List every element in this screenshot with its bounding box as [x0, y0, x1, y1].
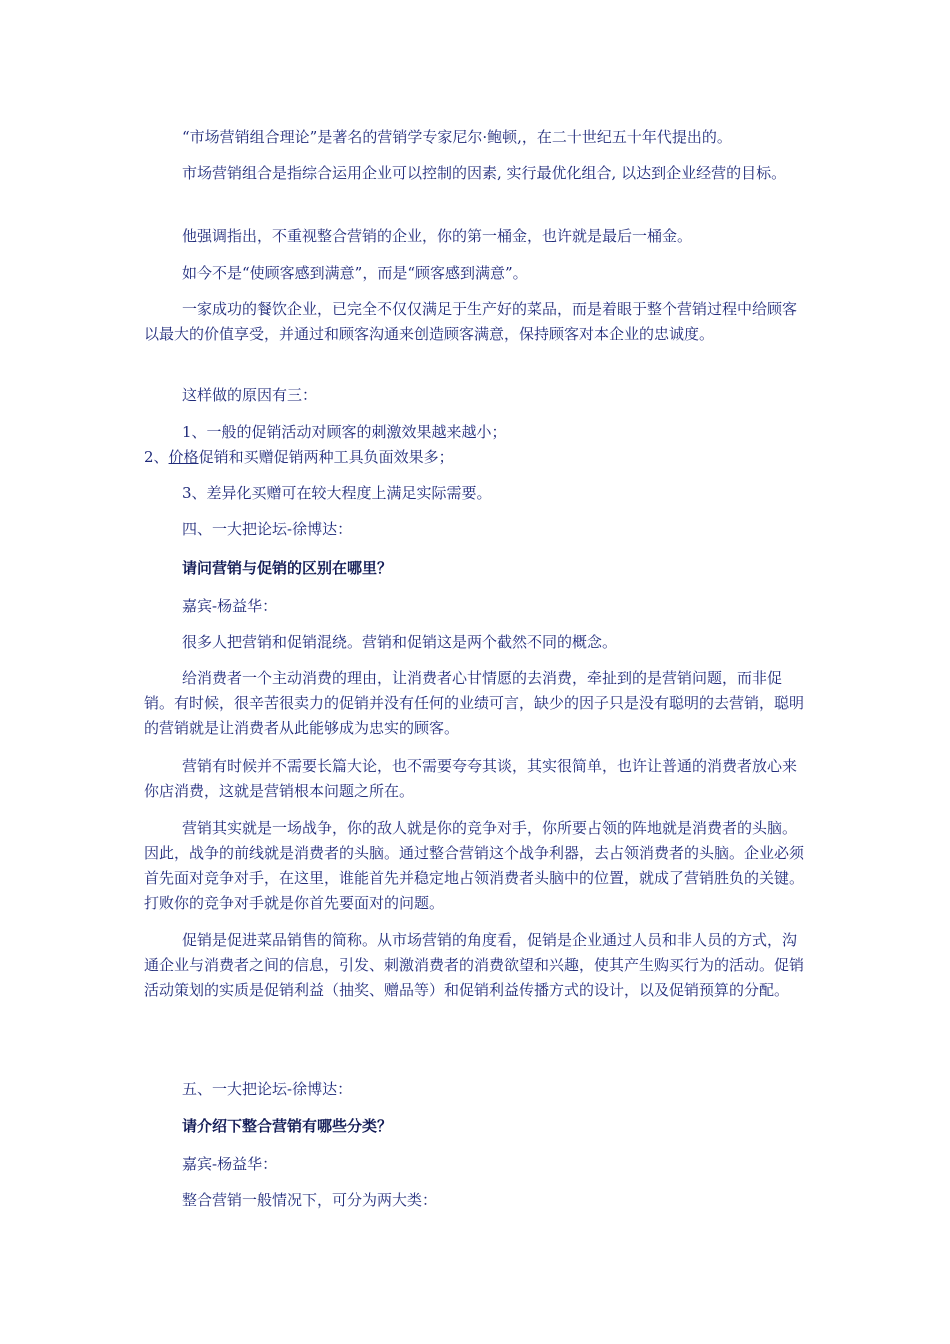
paragraph-satisfaction: 如今不是“使顾客感到满意”，而是“顾客感到满意”。	[182, 264, 528, 282]
paragraph-reasons-intro: 这样做的原因有三：	[182, 386, 318, 404]
reason-2-text: 促销和买赠促销两种工具负面效果多；	[198, 448, 454, 466]
question-marketing-vs-promotion: 请问营销与促销的区别在哪里？	[182, 559, 393, 577]
price-link[interactable]: 价格	[168, 448, 199, 466]
answer-simple-marketing: 营销有时候并不需要长篇大论，也不需要夸夸其谈，其实很简单，也许让普通的消费者放心来你店消费，这就是营销根本问题之所在。	[144, 757, 798, 800]
guest-name-2: 嘉宾-杨益华：	[182, 1155, 278, 1173]
reason-2-number: 2、	[144, 448, 169, 466]
answer-confusion: 很多人把营销和促销混绕。营销和促销这是两个截然不同的概念。	[182, 633, 618, 651]
paragraph-intro: “市场营销组合理论”是著名的营销学专家尼尔·鲍顿,，在二十世纪五十年代提出的。	[182, 128, 732, 146]
answer-promotion-definition: 促销是促进菜品销售的简称。从市场营销的角度看，促销是企业通过人员和非人员的方式，沟通企业与消费者之间的信息，引发、刺激消费者的消费欲望和兴趣，使其产生购买行为的活动。促销活动策划的实质是促销利益（抽奖、赠品等）和促销利益传播方式的设计，以及促销预算的分配。	[144, 931, 805, 999]
answer-marketing-war: 营销其实就是一场战争，你的敌人就是你的竞争对手，你所要占领的阵地就是消费者的头脑。因此，战争的前线就是消费者的头脑。通过整合营销这个战争利器，去占领消费者的头脑。企业必须首先面对竞争对手，在这里，谁能首先并稳定地占领消费者头脑中的位置，就成了营销胜负的关键。打败你的竞争对手就是你首先要面对的问题。	[144, 819, 805, 912]
answer-reason-to-consume: 给消费者一个主动消费的理由，让消费者心甘情愿的去消费，牵扯到的是营销问题，而非促销。有时候，很辛苦很卖力的促销并没有任何的业绩可言，缺少的因子只是没有聪明的去营销，聪明的营销就是让消费者从此能够成为忠实的顾客。	[144, 669, 805, 737]
paragraph-emphasis: 他强调指出，不重视整合营销的企业，你的第一桶金，也许就是最后一桶金。	[182, 227, 693, 245]
forum-question-heading-5: 五、一大把论坛-徐博达：	[182, 1080, 353, 1098]
list-item-reason-3: 3、差异化买赠可在较大程度上满足实际需要。	[182, 484, 492, 502]
paragraph-definition: 市场营销组合是指综合运用企业可以控制的因素, 实行最优化组合, 以达到企业经营的目标。	[182, 164, 787, 182]
forum-question-heading-4: 四、一大把论坛-徐博达：	[182, 520, 353, 538]
guest-name-1: 嘉宾-杨益华：	[182, 597, 278, 615]
list-item-reason-1: 1、一般的促销活动对顾客的刺激效果越来越小；	[182, 423, 507, 441]
paragraph-restaurant: 一家成功的餐饮企业，已完全不仅仅满足于生产好的菜品，而是着眼于整个营销过程中给顾客以最大的价值享受，并通过和顾客沟通来创造顾客满意，保持顾客对本企业的忠诚度。	[144, 300, 798, 343]
answer-two-categories: 整合营销一般情况下，可分为两大类：	[182, 1191, 438, 1209]
list-item-reason-2	[144, 445, 808, 470]
question-integrated-marketing-types: 请介绍下整合营销有哪些分类？	[182, 1117, 393, 1135]
